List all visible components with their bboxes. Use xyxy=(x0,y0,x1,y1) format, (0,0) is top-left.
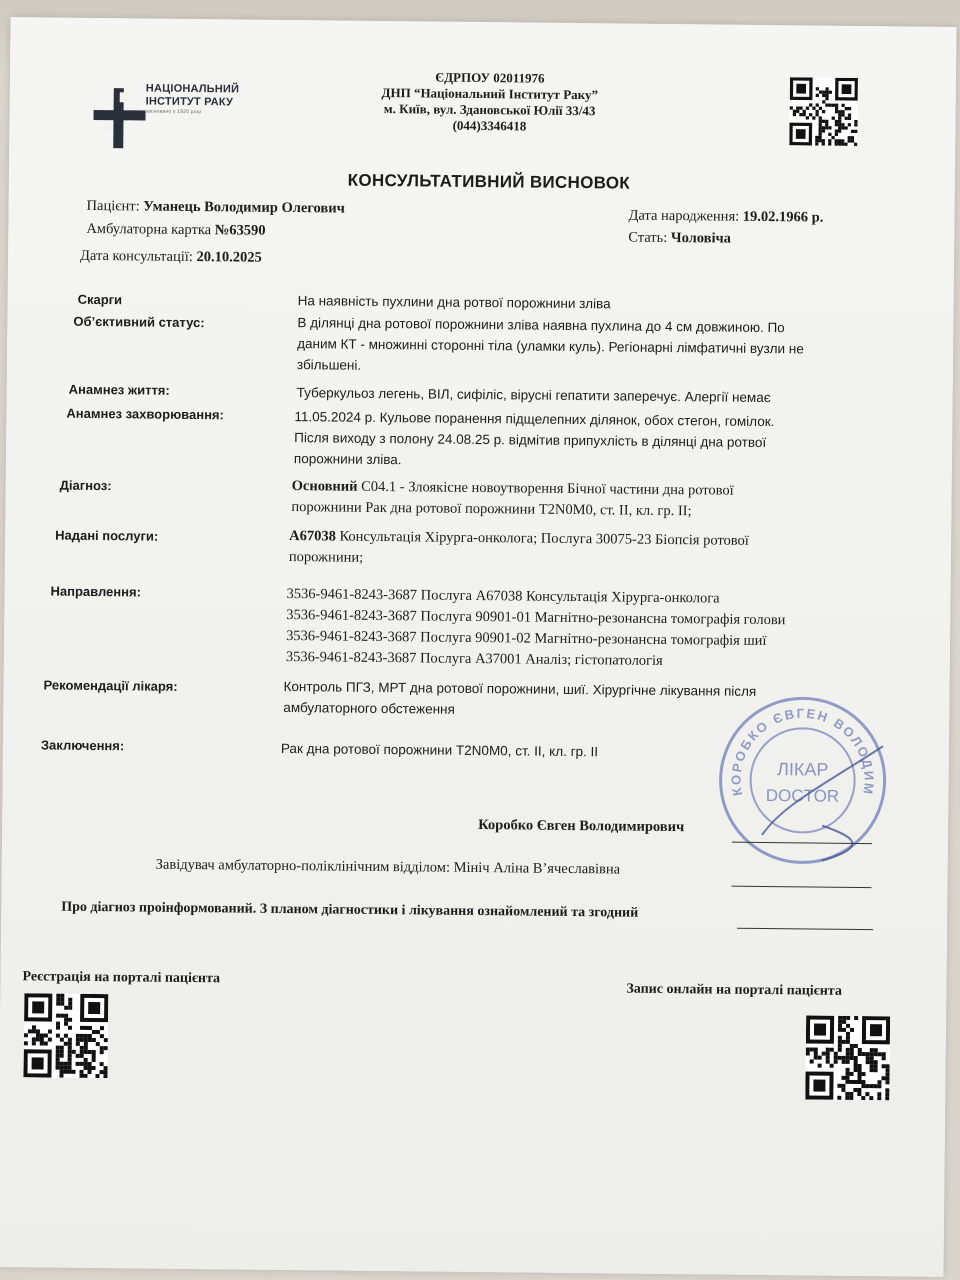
patient-name: Уманець Володимир Олегович xyxy=(143,198,345,217)
disease-text xyxy=(294,406,885,475)
sex-row xyxy=(628,230,731,248)
cross-logo-icon xyxy=(89,82,150,153)
consent-signature-line xyxy=(737,927,873,930)
referrals-list xyxy=(286,584,786,673)
services-code: A67038 xyxy=(289,528,336,545)
birth-date: 19.02.1966 р. xyxy=(742,208,824,226)
patient-name-label: Пацієнт: xyxy=(86,197,140,215)
online-portal-label: Запис онлайн на порталі пацієнта xyxy=(626,981,842,999)
logo-tagline: засновано у 1920 році xyxy=(145,108,202,116)
org-name: ДНП “Національний Інститут Раку” xyxy=(381,84,599,103)
register-portal-label: Реєстрація на порталі пацієнта xyxy=(22,969,221,987)
services-line-2: порожнини; xyxy=(288,549,364,566)
head-signature-line xyxy=(732,885,872,888)
referral-item: 3536-9461-8243-3687 Послуга A67038 Консультація Хірурга-онколога xyxy=(286,586,720,607)
qr-code-online xyxy=(805,1015,890,1100)
recommend-label: Рекомендації лікаря: xyxy=(43,677,178,694)
svg-text:КОРОБКО ЄВГЕН ВОЛОДИМИРОВИЧ: КОРОБКО ЄВГЕН ВОЛОДИМИРОВИЧ xyxy=(728,705,877,797)
birth-label: Дата народження: xyxy=(628,207,740,225)
diagnosis-line-2: порожнини Рак дна ротової порожнини T2N0M0, ст. II, кл. гр. II; xyxy=(291,499,692,520)
birth-row xyxy=(628,208,823,227)
objective-line-1: В ділянці дна ротової порожнини зліва наявна пухлина до 4 см довжиною. По xyxy=(297,315,785,336)
complaints-text: На наявність пухлини дна ротвої порожнини зліва xyxy=(297,293,611,312)
logo-line-1: НАЦІОНАЛЬНИЙ xyxy=(145,82,240,96)
objective-label: Об’єктивний статус: xyxy=(73,313,205,331)
org-phone: (044)3346418 xyxy=(452,117,527,134)
institute-logo xyxy=(89,62,250,164)
patient-name-row xyxy=(87,198,345,218)
card-label: Амбулаторна картка xyxy=(86,220,212,239)
disease-line-3: порожнини зліва. xyxy=(293,451,402,468)
conclusion-label: Заключення: xyxy=(40,737,125,754)
qr-code-top xyxy=(789,77,858,146)
svg-text:ЛІКАР: ЛІКАР xyxy=(776,759,829,780)
recommend-line-1: Контроль ПГЗ, МРТ дна ротової порожнини, шиї. Хірургічне лікування після xyxy=(283,678,757,699)
objective-text xyxy=(297,312,888,381)
diagnosis-text xyxy=(291,476,733,523)
services-label: Надані послуги: xyxy=(55,527,159,544)
diagnosis-prefix: Основний xyxy=(291,478,358,495)
document-sheet xyxy=(0,17,957,1277)
qr-code-register xyxy=(23,993,108,1078)
sex-label: Стать: xyxy=(628,229,668,246)
svg-text:DOCTOR: DOCTOR xyxy=(765,786,840,806)
consult-date-label: Дата консультації: xyxy=(79,247,193,266)
recommend-line-2: амбулаторного обстеження xyxy=(283,699,455,717)
life-label: Анамнез життя: xyxy=(68,381,170,398)
diagnosis-label: Діагноз: xyxy=(59,477,112,494)
referral-item: 3536-9461-8243-3687 Послуга 90901-01 Магнітно-резонансна томографія голови xyxy=(286,607,786,629)
objective-line-2: даним КТ - множинні сторонні тіла (уламки куль). Регіонарні лімфатичні вузли не xyxy=(297,336,804,357)
disease-line-1: 11.05.2024 р. Кульове поранення підщелепних ділянок, обох стегон, гомілок. xyxy=(294,409,775,430)
head-of-department: Завідувач амбулаторно-поліклінічним відділом: Мініч Аліна В’ячеславівна xyxy=(155,856,621,878)
doctor-stamp xyxy=(702,684,904,876)
org-address: м. Київ, вул. Здановської Юлії 33/43 xyxy=(383,100,596,119)
referral-item: 3536-9461-8243-3687 Послуга 90901-02 Магнітно-резонансна томографія шиї xyxy=(286,628,767,650)
services-line-1: Консультація Хірурга-онколога; Послуга 30075-23 Біопсія ротової xyxy=(339,528,749,549)
doctor-name: Коробко Євген Володимирович xyxy=(478,817,685,836)
consent-text: Про діагноз проінформований. З планом діагностики і лікування ознайомлений та згодний xyxy=(61,899,639,921)
logo-wordmark xyxy=(146,83,240,117)
conclusion-text: Рак дна ротової порожнини T2N0M0, ст. II, кл. гр. II xyxy=(280,740,599,760)
document-title: КОНСУЛЬТАТИВНИЙ ВИСНОВОК xyxy=(347,170,631,193)
stamp-seal-icon xyxy=(702,684,904,876)
card-row xyxy=(86,221,265,240)
disease-line-2: Після виходу з полону 24.08.25 р. відмітив припухлість в ділянці дна ротвої xyxy=(294,430,767,451)
card-number: №63590 xyxy=(214,222,266,239)
diagnosis-line-1: C04.1 - Злоякісне новоутворення Бічної частини дна ротової xyxy=(361,478,734,499)
org-header xyxy=(309,68,670,136)
edrpou: ЄДРПОУ 02011976 xyxy=(435,69,545,86)
referrals-label: Направлення: xyxy=(50,583,142,600)
logo-line-2: ІНСТИТУТ РАКУ xyxy=(145,95,234,109)
objective-line-3: збільшені. xyxy=(296,357,362,373)
referral-item: 3536-9461-8243-3687 Послуга A37001 Аналіз; гістопатологія xyxy=(285,648,663,669)
services-text xyxy=(289,526,749,573)
consult-date: 20.10.2025 xyxy=(196,249,262,266)
life-text: Туберкульоз легень, ВІЛ, сифіліс, вірусні гепатити заперечує. Алергії немає xyxy=(296,385,771,406)
disease-label: Анамнез захворювання: xyxy=(66,405,224,423)
sex-value: Чоловіча xyxy=(670,230,732,247)
consult-date-row xyxy=(80,248,262,267)
complaints-label: Скарги xyxy=(77,291,123,308)
